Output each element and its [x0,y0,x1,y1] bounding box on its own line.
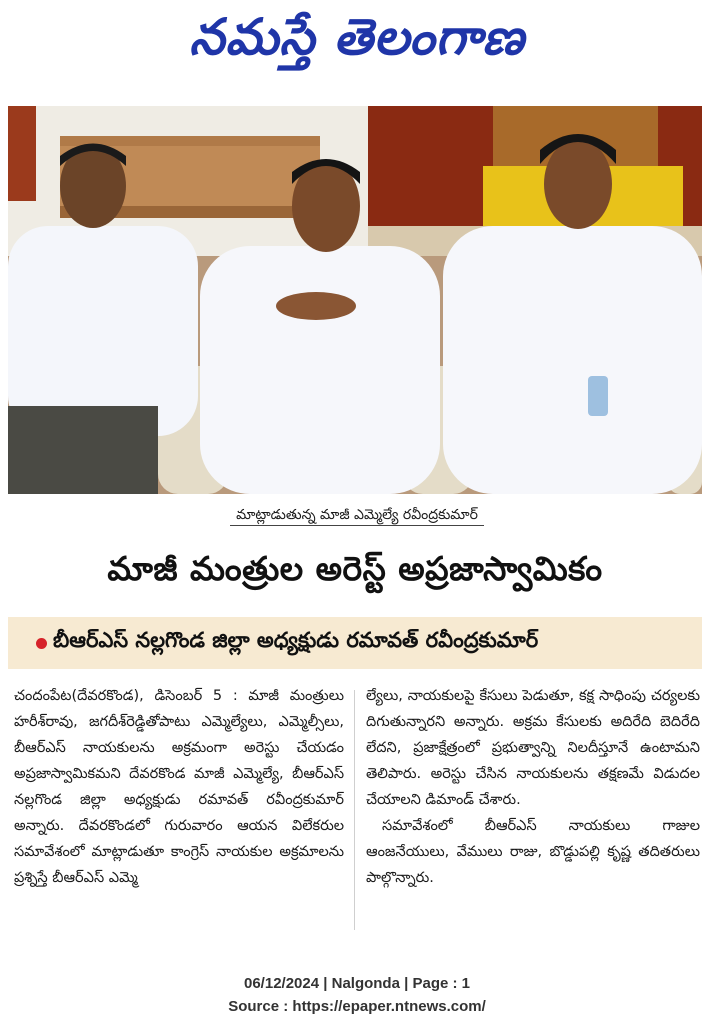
article-column-right [366,683,700,891]
article-column-left [14,683,344,891]
subheadline-box [8,617,702,669]
article-paragraph: సమావేశంలో బీఆర్ఎస్ నాయకులు గాజుల ఆంజనేయులు, వేములు రాజు, బొడ్డుపల్లి కృష్ణ తదితరులు పాల్గొన్నారు. [366,818,700,886]
subheadline-text: బీఆర్ఎస్ నల్లగొండ జిల్లా అధ్యక్షుడు రమావత్ రవీంద్రకుమార్ [53,628,539,652]
footer [0,972,714,1018]
footer-date-edition: 06/12/2024 | Nalgonda | Page : 1 [244,975,470,992]
caption-text: మాట్లాడుతున్న మాజీ ఎమ్మెల్యే రవీంద్రకుమార్ [230,507,484,526]
bullet-icon [36,638,47,649]
masthead [0,0,714,92]
headline-text: మాజీ మంత్రుల అరెస్ట్ అప్రజాస్వామికం [107,548,603,588]
newspaper-title: నమస్తే తెలంగాణ [189,8,525,66]
article-paragraph: చందంపేట(దేవరకొండ), డిసెంబర్ 5 : మాజీ మంత్రులు హరీశ్‌రావు, జగదీశ్‌రెడ్డితోపాటు ఎమ్మెల్యేలు, ఎమ్మెల్సీలు, బీఆర్ఎస్ నాయకులను అక్రమంగా అరెస్టు చేయడం అప్రజాస్వామికమని దేవరకొండ మాజీ ఎమ్మెల్యే, బీఆర్ఎస్ నల్లగొండ జిల్లా అధ్యక్షుడు రమావత్ రవీంద్రకుమార్ అన్నారు. దేవరకొండలో గురువారం ఆయన విలేకరుల సమావేశంలో మాట్లాడుతూ కాంగ్రెస్ నాయకుల అక్రమాలను ప్రశ్నిస్తే బీఆర్ఎస్ ఎమ్మె [14,688,344,886]
article-paragraph: ల్యేలు, నాయకులపై కేసులు పెడుతూ, కక్ష సాధింపు చర్యలకు దిగుతున్నారని అన్నారు. అక్రమ కేసులకు అదిరేది బెదిరేది లేదని, ప్రజాక్షేత్రంలో ప్రభుత్వాన్ని నిలదీస్తూనే ఉంటామని తెలిపారు. అరెస్టు చేసిన నాయకులను తక్షణమే విడుదల చేయాలని డిమాండ్ చేశారు. [366,688,700,808]
photo-image [8,106,702,494]
footer-source-link[interactable]: Source : https://epaper.ntnews.com/ [228,998,486,1015]
headline [8,540,702,604]
column-divider [354,690,355,930]
photo-caption [0,504,714,526]
news-photo [8,106,702,494]
